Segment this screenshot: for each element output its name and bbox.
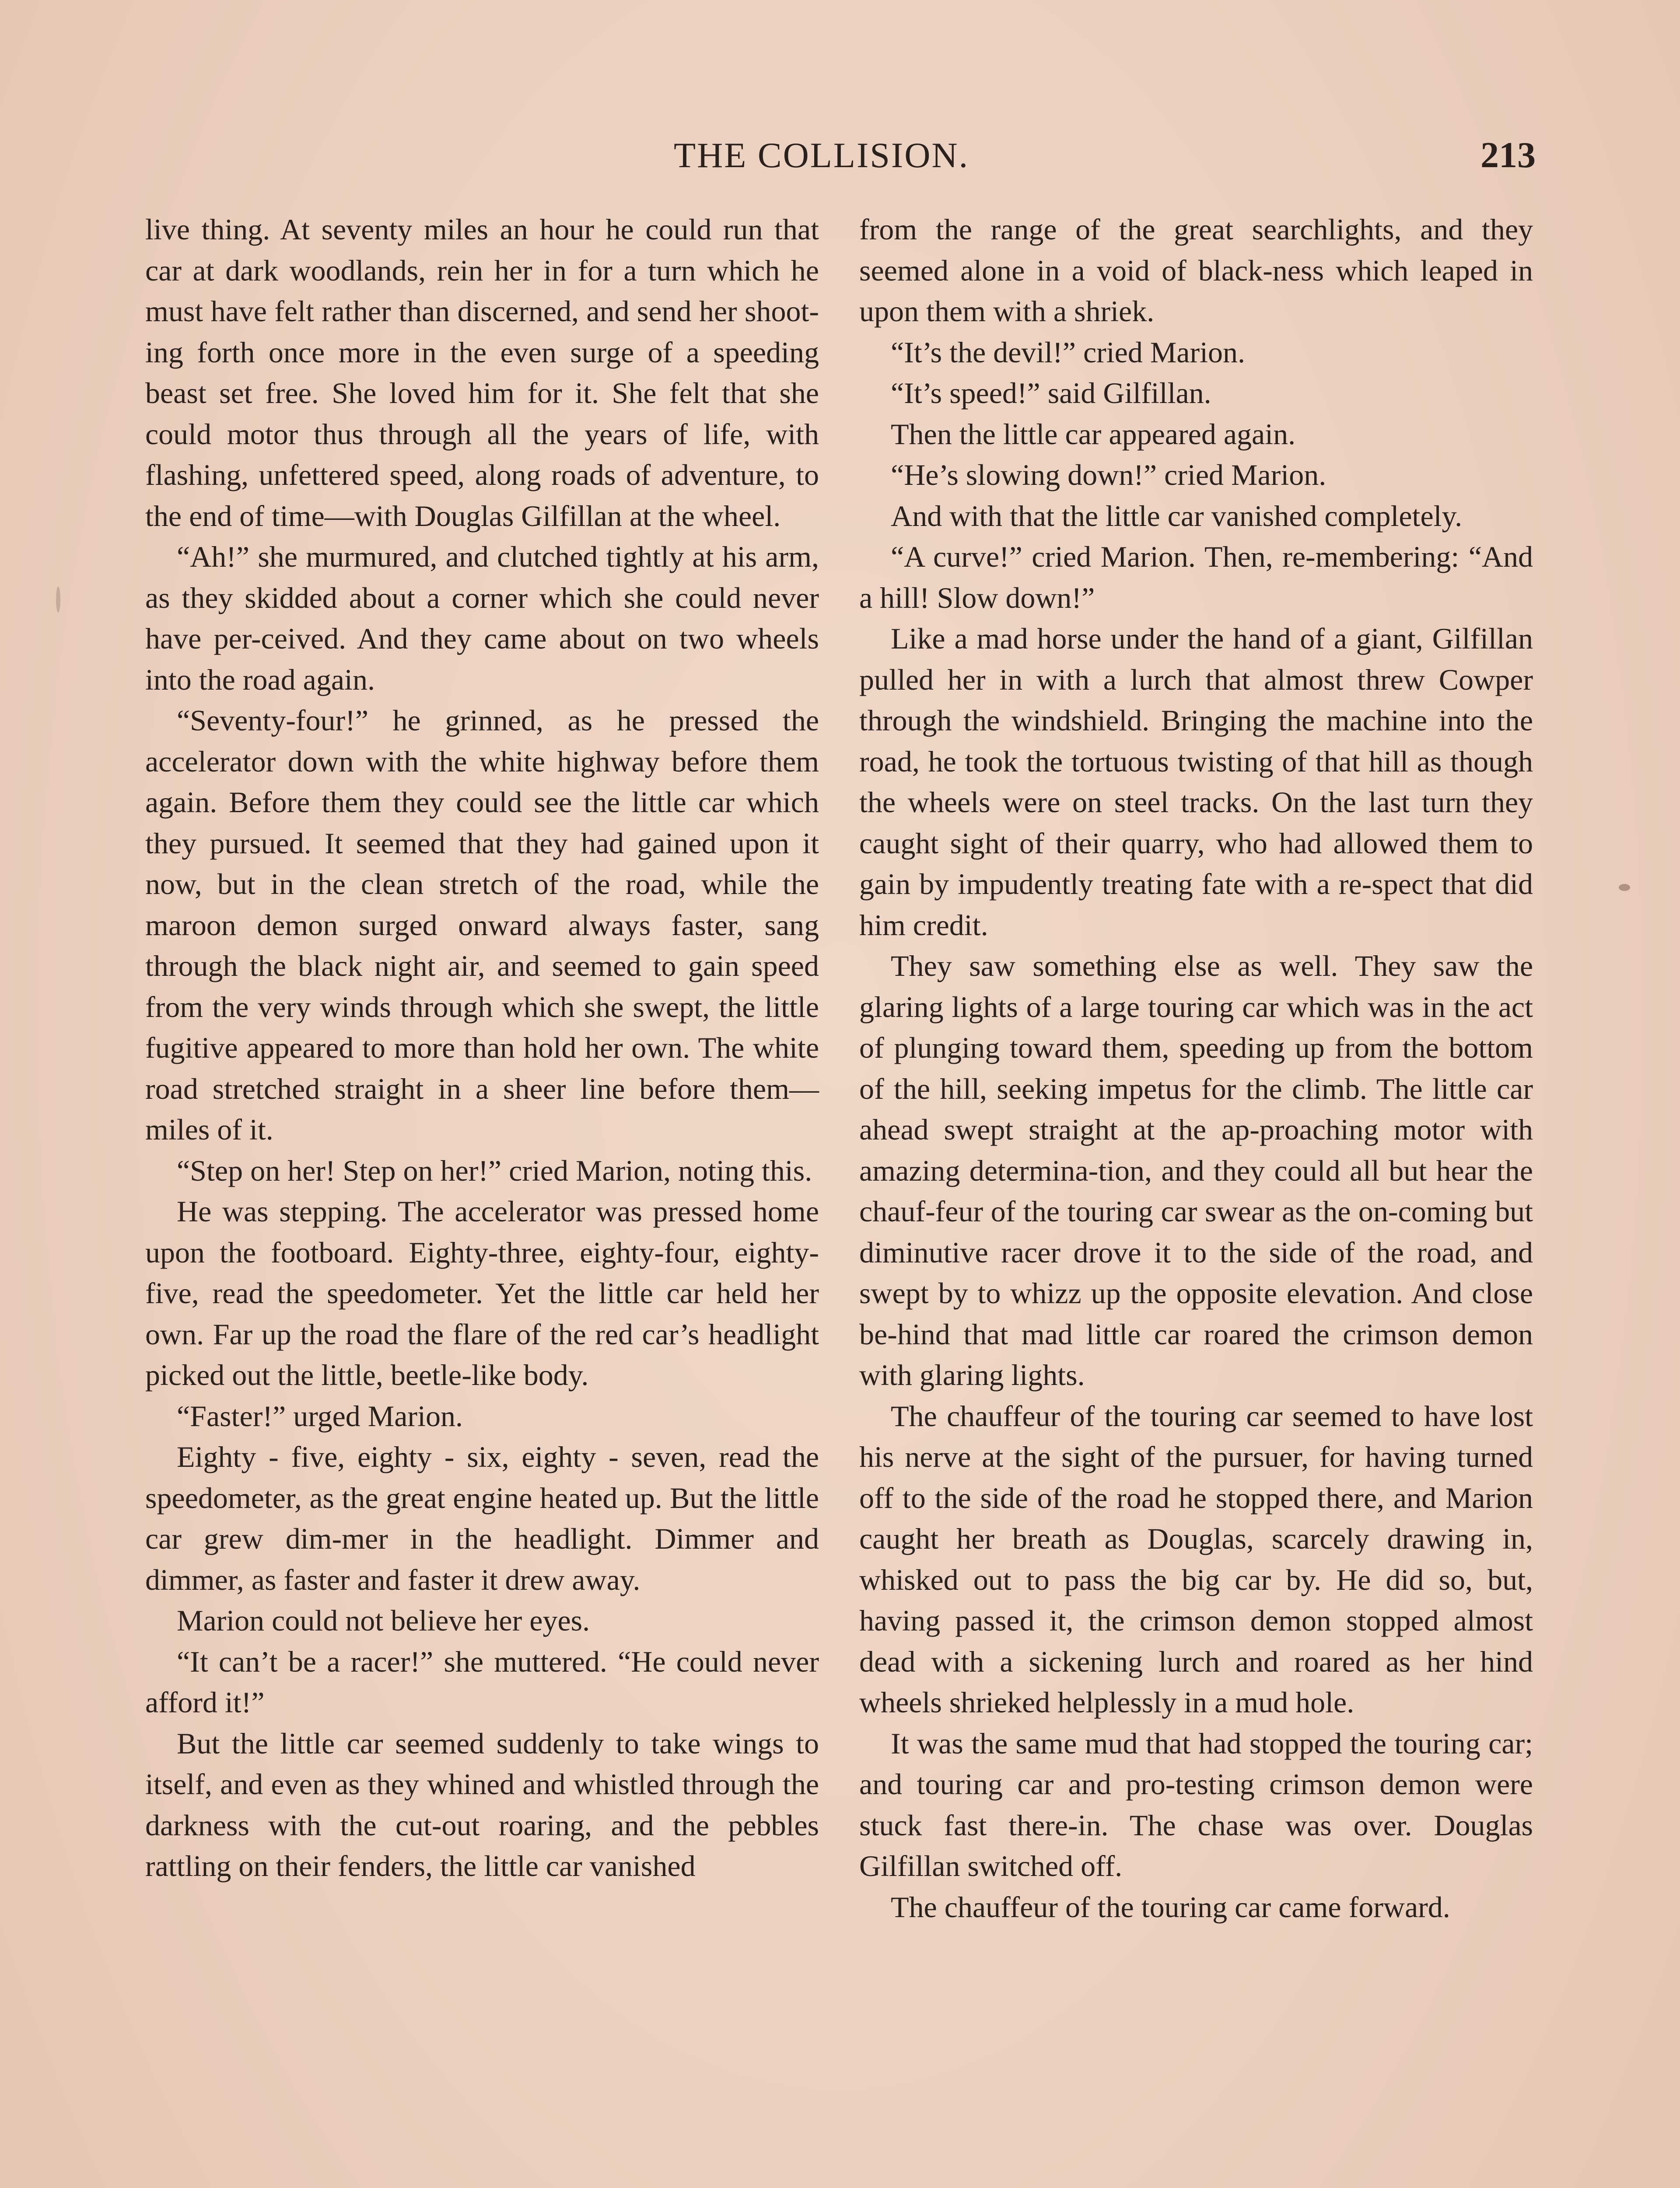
paragraph: But the little car seemed suddenly to take wings to itself, and even as they whined and whistled through the darkness with the cut-out roaring, and the pebbles rattling on their fenders, the little car vanished: [145, 1726, 819, 1883]
paragraph: “A curve!” cried Marion. Then, re-membering: “And a hill! Slow down!”: [859, 540, 1533, 614]
paragraph: “It’s the devil!” cried Marion.: [891, 335, 1246, 369]
paragraph: They saw something else as well. They saw the glaring lights of a large touring car which was in the act of plunging toward them, speeding up from the bottom of the hill, seeking impetus for the climb. The little car ahead swept straight at the ap-proaching motor with amazing determina-tion, and they could all but hear the chauf-feur of the touring car swear as the on-coming but diminutive racer drove it to the side of the road, and swept by to whizz up the opposite elevation. And close be-hind that mad little car roared the crimson demon with glaring lights.: [859, 949, 1533, 1392]
paragraph: “Step on her! Step on her!” cried Marion, noting this.: [177, 1154, 812, 1187]
paper-speck: [56, 586, 60, 613]
paragraph: He was stepping. The accelerator was pressed home upon the footboard. Eighty-three, eighty-four, eighty-five, read the speedometer. Yet the little car held her own. Far up the road the flare of the red car’s headlight picked out the little, beetle-like body.: [145, 1195, 819, 1392]
running-title: THE COLLISION.: [674, 135, 970, 175]
paragraph: Like a mad horse under the hand of a giant, Gilfillan pulled her in with a lurch that almost threw Cowper through the windshield. Bringing the machine into the road, he took the tortuous twisting of that hill as though the wheels were on steel tracks. On the last turn they caught sight of their quarry, who had allowed them to gain by impudently treating fate with a re-spect that did him credit.: [859, 622, 1533, 942]
paragraph: And with that the little car vanished completely.: [891, 499, 1463, 533]
paragraph: “Seventy-four!” he grinned, as he pressed the accelerator down with the white highway before them again. Before them they could see the little car which they pursued. It seemed that they had gained upon it now, but in the clean stretch of the road, while the maroon demon surged onward always faster, sang through the black night air, and seemed to gain speed from the very winds through which she swept, the little fugitive appeared to more than hold her own. The white road stretched straight in a sheer line before them—miles of it.: [145, 704, 819, 1146]
left-text-column: [145, 209, 819, 1887]
paper-speck: [1619, 884, 1630, 891]
paragraph: “Faster!” urged Marion.: [177, 1399, 463, 1433]
paragraph: “It’s speed!” said Gilfillan.: [891, 376, 1211, 410]
page-header: [0, 131, 1680, 179]
paragraph: The chauffeur of the touring car seemed to have lost his nerve at the sight of the pursuer, for having turned off to the side of the road he stopped there, and Marion caught her breath as Douglas, scarcely drawing in, whisked out to pass the big car by. He did so, but, having passed it, the crimson demon stopped almost dead with a sickening lurch and roared as her hind wheels shrieked helplessly in a mud hole.: [859, 1399, 1533, 1719]
paragraph: “It can’t be a racer!” she muttered. “He could never afford it!”: [145, 1645, 819, 1719]
paragraph: Then the little car appeared again.: [891, 417, 1296, 451]
paragraph: It was the same mud that had stopped the touring car; and touring car and pro-testing crimson demon were stuck fast there-in. The chase was over. Douglas Gilfillan switched off.: [859, 1726, 1533, 1883]
paragraph: “Ah!” she murmured, and clutched tightly at his arm, as they skidded about a corner which she could never have per-ceived. And they came about on two wheels into the road again.: [145, 540, 819, 696]
paragraph: live thing. At seventy miles an hour he could run that car at dark woodlands, rein her in for a turn which he must have felt rather than discerned, and send her shoot-ing forth once more in the even surge of a speeding beast set free. She loved him for it. She felt that she could motor thus through all the years of life, with flashing, unfettered speed, along roads of adventure, to the end of time—with Douglas Gilfillan at the wheel.: [145, 213, 819, 533]
paragraph: “He’s slowing down!” cried Marion.: [891, 458, 1326, 491]
page-number: 213: [1480, 135, 1536, 175]
paragraph: Eighty - five, eighty - six, eighty - seven, read the speedometer, as the great engine heated up. But the little car grew dim-mer in the headlight. Dimmer and dimmer, as faster and faster it drew away.: [145, 1440, 819, 1596]
paragraph: The chauffeur of the touring car came forward.: [891, 1890, 1450, 1924]
right-text-column: [859, 209, 1533, 1928]
paragraph: from the range of the great searchlights, and they seemed alone in a void of black-ness which leaped in upon them with a shriek.: [859, 213, 1533, 328]
paragraph: Marion could not believe her eyes.: [177, 1604, 590, 1637]
